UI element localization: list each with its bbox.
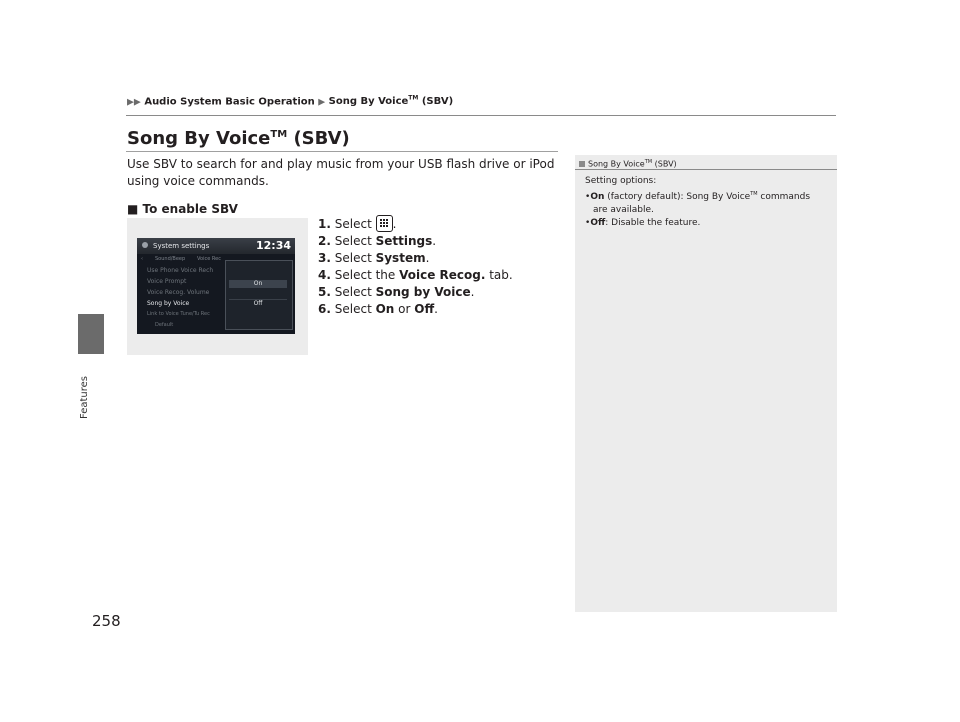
step: 6. Select On or Off. [318,302,438,316]
bullet-icon: • [585,192,591,202]
screenshot-row: Use Phone Voice Rech [147,267,214,274]
step: 2. Select Settings. [318,234,437,248]
breadcrumb-parent[interactable]: Audio System Basic Operation [144,96,315,108]
screenshot-option-popup [225,260,293,330]
breadcrumb-arrow-icon: ▶▶ [127,97,141,108]
breadcrumb-current: Song By Voice™ (SBV) [328,95,454,108]
side-note-body [585,175,829,230]
system-settings-screenshot [137,238,295,334]
screenshot-row: Voice Recog. Volume [147,289,210,296]
section-tab [78,314,104,354]
section-tab-label: Features [79,376,90,420]
screenshot-option-on: On [229,280,287,288]
breadcrumb [127,95,453,107]
screenshot-row: Voice Prompt [147,278,187,285]
page-title: Song By Voice™ (SBV) [127,128,350,149]
step: 4. Select the Voice Recog. tab. [318,268,513,282]
header-divider [126,115,836,116]
side-note-item: •Off: Disable the feature. [585,218,701,228]
screenshot-row: Link to Voice Tune/Tu Rec [147,311,210,317]
subsection-title: ■ To enable SBV [127,202,238,216]
screenshot-row: Default [155,322,174,328]
screenshot-frame [127,218,308,355]
page-number: 258 [92,612,121,630]
screenshot-title: System settings [153,242,210,250]
screenshot-header [137,238,295,254]
side-note-intro: Setting options: [585,176,657,186]
step: 1. Select . [318,217,397,231]
step: 5. Select Song by Voice. [318,285,475,299]
bullet-icon: • [585,218,591,228]
side-note-title: Song By Voice™ (SBV) [575,155,837,170]
screenshot-clock: 12:34 [255,239,291,252]
back-arrow-icon: ‹ [141,256,143,262]
step: 3. Select System. [318,251,430,265]
title-divider [126,151,558,152]
side-note-item: •On (factory default): Song By Voice™ commands are available. [585,191,811,215]
breadcrumb-arrow-icon: ▶ [318,97,326,108]
intro-paragraph: Use SBV to search for and play music from your USB flash drive or iPod using voice commands. [127,157,555,188]
procedure-steps [318,215,513,318]
screenshot-tab: Voice Rec [197,256,221,262]
side-note-panel [575,155,837,612]
screenshot-row: Song by Voice [147,300,190,307]
note-marker-icon [579,161,585,167]
settings-icon [142,242,148,248]
screenshot-option-off: Off [229,299,287,308]
home-button-icon [376,215,393,232]
screenshot-tab: Sound/Beep [155,256,186,262]
